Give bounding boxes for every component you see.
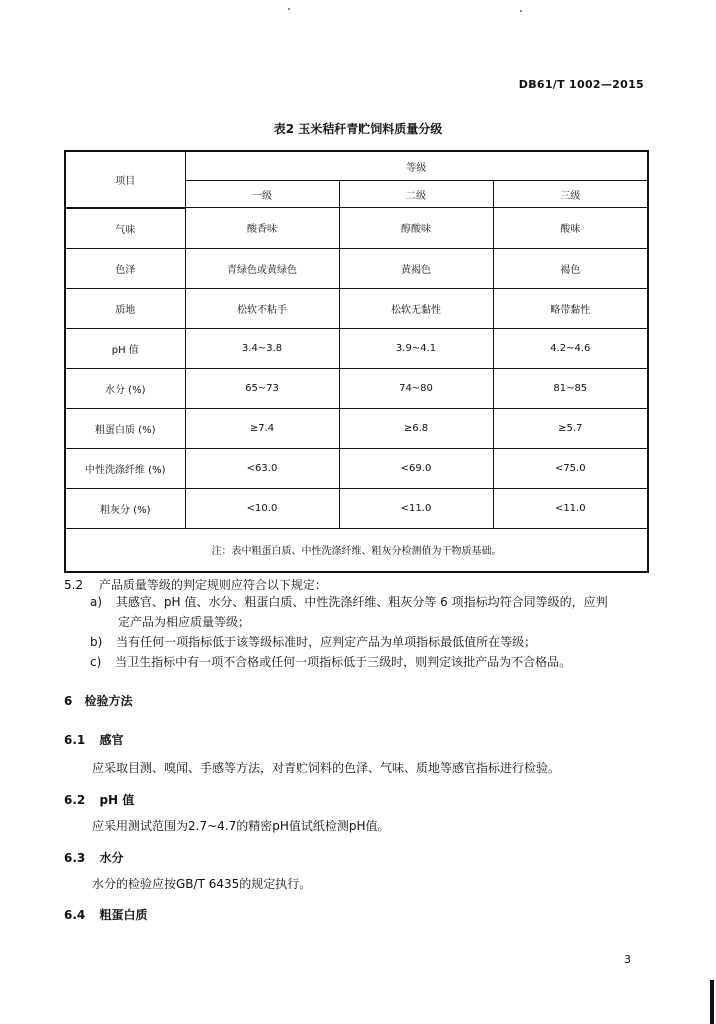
list-text: 其感官、pH 值、水分、粗蛋白质、中性洗涤纤维、粗灰分等 6 项指标均符合同等级的，应判 — [115, 595, 608, 609]
table-row — [65, 368, 648, 408]
cell-value: <69.0 — [339, 448, 493, 488]
cell-value: 青绿色或黄绿色 — [185, 248, 339, 288]
cell-value: 3.9~4.1 — [339, 328, 493, 368]
list-text: 当卫生指标中有一项不合格或任何一项指标低于三级时，则判定该批产品为不合格品。 — [115, 655, 572, 669]
clause-5-2 — [64, 576, 327, 593]
row-item: pH 值 — [65, 328, 185, 368]
section-number: 6.4 — [64, 908, 86, 922]
table-row — [65, 448, 648, 488]
section-number: 6.2 — [64, 793, 86, 807]
section-number: 6 — [64, 694, 73, 708]
table-row — [65, 288, 648, 328]
section-title: 感官 — [99, 733, 124, 747]
cell-value: 松软不粘手 — [185, 288, 339, 328]
cell-value: <75.0 — [493, 448, 648, 488]
section-6-1-body: 应采取目测、嗅闻、手感等方法，对青贮饲料的色泽、气味、质地等感官指标进行检验。 — [92, 761, 561, 775]
cell-value: ≥5.7 — [493, 408, 648, 448]
row-item: 质地 — [65, 288, 185, 328]
cell-value: 74~80 — [339, 368, 493, 408]
list-label: b) — [90, 635, 103, 649]
cell-value: <63.0 — [185, 448, 339, 488]
section-6-1-heading — [64, 731, 123, 748]
list-label: a) — [90, 595, 103, 609]
cell-value: <11.0 — [493, 488, 648, 528]
cell-value: 酸味 — [493, 208, 648, 249]
section-number: 6.1 — [64, 733, 86, 747]
row-item: 色泽 — [65, 248, 185, 288]
cell-value: 褐色 — [493, 248, 648, 288]
header-grade-1: 一级 — [185, 181, 339, 208]
document-id: DB61/T 1002—2015 — [518, 78, 644, 91]
clause-text: 产品质量等级的判定规则应符合以下规定： — [98, 578, 327, 592]
row-item: 气味 — [65, 208, 185, 249]
header-grade: 等级 — [185, 151, 648, 181]
section-6-4-heading — [64, 906, 147, 923]
cell-value: <11.0 — [339, 488, 493, 528]
table-note: 注：表中粗蛋白质、中性洗涤纤维、粗灰分检测值为干物质基础。 — [65, 528, 648, 572]
cell-value: 醇酸味 — [339, 208, 493, 249]
list-item — [90, 652, 571, 672]
row-item: 中性洗涤纤维 (%) — [65, 448, 185, 488]
table-row — [65, 328, 648, 368]
table-row — [65, 208, 648, 249]
scan-speck — [520, 10, 522, 12]
section-6-3-heading — [64, 849, 123, 866]
section-title: 粗蛋白质 — [99, 908, 148, 922]
section-number: 6.3 — [64, 851, 86, 865]
section-title: 检验方法 — [84, 694, 133, 708]
row-item: 粗灰分 (%) — [65, 488, 185, 528]
cell-value: 81~85 — [493, 368, 648, 408]
cell-value: 酸香味 — [185, 208, 339, 249]
cell-value: 65~73 — [185, 368, 339, 408]
table-title: 表2 玉米秸秆青贮饲料质量分级 — [273, 122, 443, 136]
list-item-continued: 定产品为相应质量等级； — [118, 615, 251, 629]
section-6-3-body: 水分的检验应按GB/T 6435的规定执行。 — [92, 877, 312, 891]
list-item — [90, 592, 608, 612]
table-row — [65, 248, 648, 288]
section-6-heading — [64, 692, 133, 709]
cell-value: 4.2~4.6 — [493, 328, 648, 368]
quality-grade-table — [64, 150, 649, 573]
table-row — [65, 408, 648, 448]
list-text: 当有任何一项指标低于该等级标准时，应判定产品为单项指标最低值所在等级； — [116, 635, 537, 649]
section-title: pH 值 — [99, 793, 135, 807]
header-grade-3: 三级 — [493, 181, 648, 208]
cell-value: 略带黏性 — [493, 288, 648, 328]
cell-value: ≥6.8 — [339, 408, 493, 448]
cell-value: 黄褐色 — [339, 248, 493, 288]
row-item: 粗蛋白质 (%) — [65, 408, 185, 448]
row-item: 水分 (%) — [65, 368, 185, 408]
table-row — [65, 488, 648, 528]
clause-number: 5.2 — [64, 578, 84, 592]
section-title: 水分 — [99, 851, 124, 865]
list-item — [90, 632, 536, 652]
header-item: 项目 — [65, 151, 185, 208]
section-6-2-heading — [64, 791, 134, 808]
header-grade-2: 二级 — [339, 181, 493, 208]
section-6-2-body: 应采用测试范围为2.7~4.7的精密pH值试纸检测pH值。 — [92, 819, 390, 833]
cell-value: 松软无黏性 — [339, 288, 493, 328]
cell-value: ≥7.4 — [185, 408, 339, 448]
scan-speck — [288, 8, 290, 10]
scan-edge-mark — [710, 980, 714, 1024]
cell-value: 3.4~3.8 — [185, 328, 339, 368]
list-label: c) — [90, 655, 102, 669]
cell-value: <10.0 — [185, 488, 339, 528]
page-number: 3 — [624, 953, 631, 966]
